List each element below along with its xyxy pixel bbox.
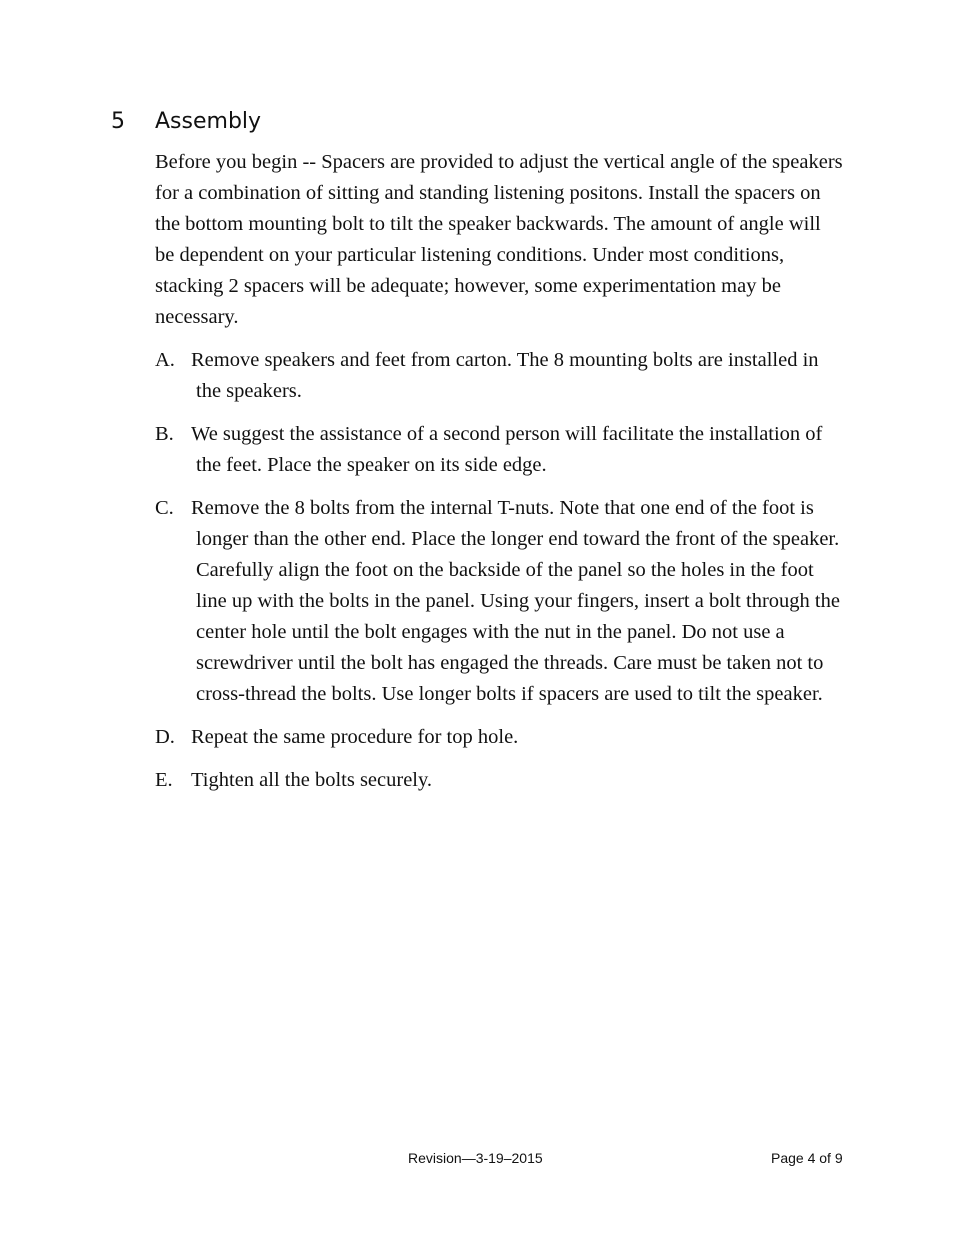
step-letter: C. <box>155 497 174 519</box>
section-number: 5 <box>111 109 125 134</box>
step-text: Tighten all the bolts securely. <box>191 769 433 791</box>
step-c <box>155 493 845 710</box>
step-text: We suggest the assistance of a second person will facilitate the installation of the feet. Place the speaker on its side edge. <box>191 423 823 476</box>
step-e <box>155 765 845 796</box>
step-b <box>155 419 845 481</box>
footer-revision: Revision—3-19–2015 <box>408 1150 543 1166</box>
step-letter: B. <box>155 423 174 445</box>
section-title: Assembly <box>155 109 262 134</box>
section-body <box>155 147 845 808</box>
step-letter: D. <box>155 726 175 748</box>
section-heading <box>111 106 261 138</box>
step-a <box>155 345 845 407</box>
step-text: Repeat the same procedure for top hole. <box>191 726 519 748</box>
step-text: Remove speakers and feet from carton. The 8 mounting bolts are installed in the speakers. <box>191 349 819 402</box>
step-letter: E. <box>155 769 173 791</box>
step-d <box>155 722 845 753</box>
step-text: Remove the 8 bolts from the internal T-nuts. Note that one end of the foot is longer than the other end. Place the longer end toward the front of the speaker. Carefully align the foot on the backside of the panel so the holes in the foot line up with the bolts in the panel. Using your fingers, insert a bolt through the center hole until the bolt engages with the nut in the panel. Do not use a screwdriver until the bolt has engaged the threads. Care must be taken not to cross-thread the bolts. Use longer bolts if spacers are used to tilt the speaker. <box>191 497 840 705</box>
footer-page-number: Page 4 of 9 <box>771 1150 843 1166</box>
intro-paragraph: Before you begin -- Spacers are provided to adjust the vertical angle of the speakers for a combination of sitting and standing listening positons. Install the spacers on the bottom mounting bolt to tilt the speaker backwards. The amount of angle will be dependent on your particular listening conditions. Under most conditions, stacking 2 spacers will be adequate; however, some experimentation may be necessary. <box>155 151 843 328</box>
step-letter: A. <box>155 349 175 371</box>
